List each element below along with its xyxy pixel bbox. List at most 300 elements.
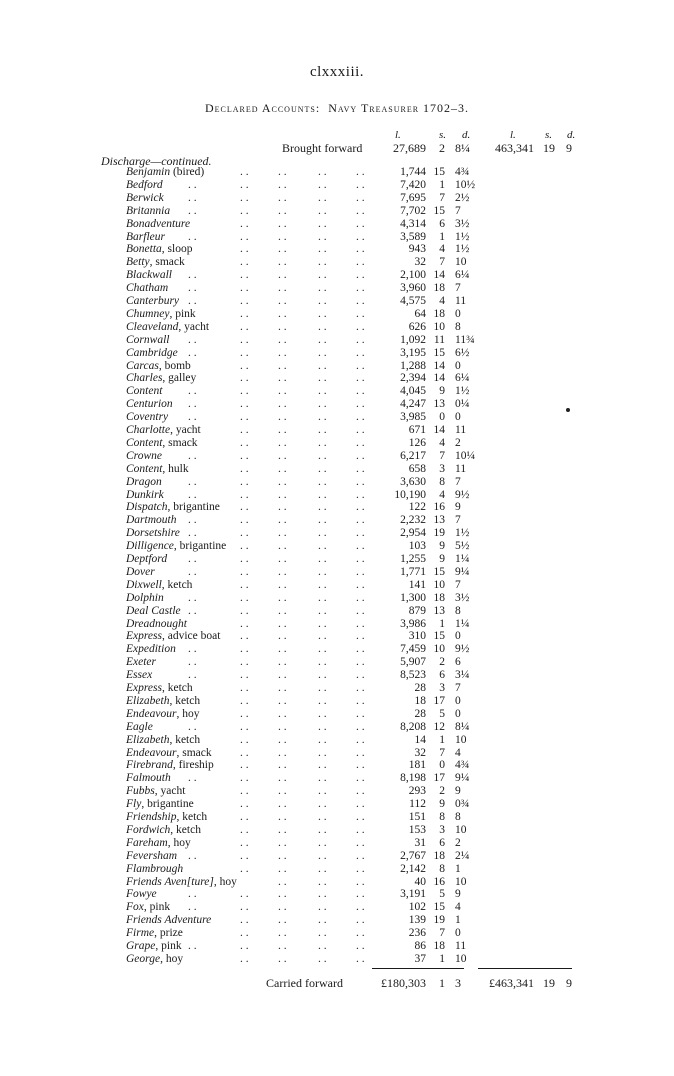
ledger-row [0, 282, 674, 295]
leader-dots: . . [356, 256, 365, 269]
ledger-row [0, 166, 674, 179]
leader-dots: . . [240, 475, 249, 488]
leader-dots: . . [278, 449, 287, 462]
vessel-name-italic: Elizabeth [126, 694, 170, 707]
ledger-row [0, 256, 674, 269]
vessel-name [126, 437, 198, 450]
brought-forward-label: Brought forward [282, 141, 363, 155]
leader-dots: . . [278, 346, 287, 359]
leader-dots: . . [278, 759, 287, 772]
header-total-l: l. [510, 129, 516, 141]
vessel-name [126, 463, 189, 476]
vessel-name-italic: Grape [126, 940, 156, 952]
ledger-row [0, 721, 674, 734]
amount-s: 0 [439, 411, 445, 424]
amount-l: 943 [408, 243, 426, 256]
amount-l: 1,092 [400, 333, 426, 346]
total-rule [478, 968, 572, 969]
vessel-type: , ketch [169, 733, 201, 746]
leader-dots: . . [318, 656, 327, 669]
ledger-row [0, 824, 674, 837]
leader-dots: . . [318, 540, 327, 553]
leader-dots: . . [356, 191, 365, 204]
amount-d: 4¾ [455, 166, 470, 178]
section-heading: Discharge—continued. [101, 154, 212, 168]
leader-dots: . . [356, 888, 365, 901]
amount-l: 102 [408, 901, 426, 914]
ledger-row [0, 785, 674, 798]
ledger-row [0, 643, 674, 656]
leader-dots: . . [356, 849, 365, 862]
amount-l: 5,907 [400, 656, 426, 669]
amount-s: 0 [439, 759, 445, 772]
ledger-row [0, 385, 674, 398]
amount-d: 1½ [455, 243, 470, 256]
amount-s: 15 [433, 565, 445, 578]
leader-dots: . . [278, 243, 287, 256]
vessel-name-italic: Content [126, 436, 163, 449]
amount-s: 2 [439, 785, 445, 798]
ledger-row [0, 463, 674, 476]
vessel-type: , brigantine [141, 798, 194, 811]
leader-dots: . . [240, 798, 249, 811]
vessel-type: , hulk [162, 462, 189, 475]
ink-spot [566, 408, 570, 412]
vessel-name-italic: Bedford [126, 178, 163, 191]
amount-l: 879 [408, 604, 426, 617]
amount-d: 11 [455, 940, 467, 952]
ledger-row [0, 231, 674, 244]
leader-dots: . . [356, 733, 365, 746]
amount-d: 9½ [455, 643, 470, 656]
vessel-type: , sloop [161, 243, 193, 256]
leader-dots: . . [356, 952, 365, 965]
amount-l: 2,142 [400, 862, 426, 875]
leader-dots: . . [278, 940, 287, 952]
leader-dots: . . [356, 630, 365, 643]
ledger-row [0, 476, 674, 489]
leader-dots: . . [318, 475, 327, 488]
amount-s: 7 [439, 746, 445, 759]
amount-d: 8 [455, 811, 461, 823]
amount-s: 18 [433, 849, 445, 862]
leader-dots: . . [278, 591, 287, 604]
leader-dots: . . [188, 411, 197, 424]
leader-dots: . . [278, 862, 287, 875]
amount-l: 18 [414, 694, 426, 707]
vessel-name-italic: Berwick [126, 191, 164, 204]
leader-dots: . . [356, 669, 365, 682]
title-part-1: Declared Accounts [204, 101, 316, 115]
leader-dots: . . [318, 940, 327, 952]
leader-dots: . . [240, 836, 249, 849]
leader-dots: . . [278, 630, 287, 643]
leader-dots: . . [240, 849, 249, 862]
leader-dots: . . [240, 217, 249, 230]
amount-s: 5 [439, 888, 445, 901]
amount-l: 2,100 [400, 269, 426, 282]
leader-dots: . . [356, 694, 365, 707]
header-l: l. [395, 129, 401, 141]
amount-d: 10½ [455, 178, 476, 191]
leader-dots: . . [318, 514, 327, 527]
leader-dots: . . [278, 178, 287, 191]
leader-dots: . . [278, 475, 287, 488]
leader-dots: . . [188, 940, 197, 952]
leader-dots: . . [318, 307, 327, 320]
amount-d: 4¾ [455, 759, 470, 772]
amount-d: 6½ [455, 346, 470, 359]
leader-dots: . . [318, 720, 327, 733]
ledger-row [0, 579, 674, 592]
amount-l: 626 [408, 320, 426, 333]
vessel-name-italic: Falmouth [126, 772, 171, 785]
amount-d: 10 [455, 952, 467, 965]
vessel-name-italic: Firebrand [126, 759, 173, 772]
leader-dots: . . [356, 540, 365, 553]
amount-d: 6¼ [455, 269, 470, 282]
ledger-row [0, 321, 674, 334]
ledger-row [0, 424, 674, 437]
amount-s: 8 [439, 862, 445, 875]
amount-l: 2,767 [400, 849, 426, 862]
amount-d: 1½ [455, 230, 470, 243]
amount-s: 5 [439, 707, 445, 720]
vessel-type: , ketch [169, 694, 201, 707]
vessel-name [126, 372, 196, 385]
amount-s: 6 [439, 836, 445, 849]
leader-dots: . . [278, 707, 287, 720]
ledger-row [0, 901, 674, 914]
amount-s: 14 [433, 359, 445, 372]
leader-dots: . . [278, 204, 287, 217]
leader-dots: . . [318, 333, 327, 346]
vessel-type: , fireship [172, 759, 214, 772]
leader-dots: . . [318, 862, 327, 875]
leader-dots: . . [356, 514, 365, 527]
vessel-name [126, 682, 193, 695]
amount-l: 122 [408, 501, 426, 514]
amount-l: 1,255 [400, 553, 426, 565]
leader-dots: . . [240, 952, 249, 965]
leader-dots: . . [240, 256, 249, 269]
leader-dots: . . [188, 720, 197, 733]
leader-dots: . . [278, 295, 287, 307]
vessel-name [126, 166, 204, 179]
leader-dots: . . [318, 733, 327, 746]
vessel-name-italic: Crowne [126, 449, 162, 462]
amount-d: 10 [455, 256, 467, 269]
vessel-type: , hoy [176, 707, 200, 720]
leader-dots: . . [318, 798, 327, 811]
carried-forward-total-s: 19 [543, 976, 555, 990]
amount-d: 3¼ [455, 669, 470, 682]
vessel-type: , ketch [170, 823, 201, 836]
amount-l: 4,247 [400, 398, 426, 411]
leader-dots: . . [240, 320, 249, 333]
amount-s: 15 [433, 166, 445, 178]
amount-s: 10 [433, 643, 445, 656]
leader-dots: . . [240, 565, 249, 578]
vessel-type: (bired) [170, 166, 205, 178]
leader-dots: . . [318, 707, 327, 720]
leader-dots: . . [278, 398, 287, 411]
leader-dots: . . [356, 333, 365, 346]
amount-d: 4 [455, 901, 461, 914]
leader-dots: . . [278, 785, 287, 798]
leader-dots: . . [356, 436, 365, 449]
ledger-row [0, 747, 674, 760]
leader-dots: . . [240, 436, 249, 449]
leader-dots: . . [356, 282, 365, 295]
amount-l: 181 [408, 759, 426, 772]
leader-dots: . . [188, 591, 197, 604]
leader-dots: . . [188, 385, 197, 398]
amount-d: 0 [455, 694, 461, 707]
amount-l: 658 [408, 462, 426, 475]
amount-l: 3,630 [400, 475, 426, 488]
ledger-row [0, 553, 674, 566]
vessel-name-italic: Benjamin [126, 166, 171, 178]
vessel-type: , brigantine [173, 540, 227, 553]
amount-d: 1 [455, 862, 461, 875]
vessel-name [126, 256, 185, 269]
amount-d: 1½ [455, 527, 470, 540]
amount-l: 10,190 [394, 488, 426, 501]
vessel-name-italic: Charles [126, 372, 163, 385]
amount-s: 17 [433, 772, 445, 785]
vessel-name-italic: Canterbury [126, 295, 180, 307]
ledger-row [0, 772, 674, 785]
page-number: clxxxiii. [309, 64, 365, 80]
amount-l: 139 [408, 914, 426, 927]
leader-dots: . . [318, 591, 327, 604]
vessel-name-italic: George [126, 952, 161, 965]
leader-dots: . . [356, 527, 365, 540]
ledger-row [0, 630, 674, 643]
ledger-row [0, 179, 674, 192]
vessel-name-italic: Dartmouth [126, 514, 177, 527]
vessel-name-italic: Friendship [126, 811, 177, 823]
vessel-name-italic: Endeavour [126, 746, 177, 759]
vessel-name [126, 553, 167, 566]
amount-l: 8,208 [400, 720, 426, 733]
leader-dots: . . [240, 862, 249, 875]
ledger-row [0, 489, 674, 502]
amount-d: 2½ [455, 191, 470, 204]
leader-dots: . . [356, 553, 365, 565]
ledger-row [0, 837, 674, 850]
leader-dots: . . [240, 333, 249, 346]
amount-l: 40 [414, 875, 426, 888]
title-separator: : [315, 101, 321, 115]
vessel-name-italic: Dorsetshire [126, 527, 180, 540]
leader-dots: . . [318, 256, 327, 269]
brought-forward-total-d: 9 [566, 141, 572, 155]
ledger-row [0, 618, 674, 631]
vessel-name-italic: Feversham [126, 849, 178, 862]
amount-l: 4,314 [400, 217, 426, 230]
vessel-name-italic: Friends Aven[ture] [126, 875, 214, 888]
leader-dots: . . [356, 166, 365, 178]
vessel-name-italic: Deptford [126, 553, 168, 565]
vessel-type: , hoy [213, 875, 237, 888]
leader-dots: . . [356, 217, 365, 230]
amount-s: 16 [433, 875, 445, 888]
ledger-row [0, 850, 674, 863]
ledger-row [0, 605, 674, 618]
leader-dots: . . [240, 823, 249, 836]
leader-dots: . . [356, 656, 365, 669]
vessel-type: , pink [169, 307, 196, 320]
leader-dots: . . [278, 617, 287, 630]
amount-s: 8 [439, 811, 445, 823]
leader-dots: . . [356, 385, 365, 398]
amount-s: 9 [439, 540, 445, 553]
vessel-name [126, 179, 163, 192]
amount-l: 28 [414, 707, 426, 720]
amount-l: 32 [414, 746, 426, 759]
amount-s: 1 [439, 178, 445, 191]
leader-dots: . . [188, 398, 197, 411]
amount-s: 15 [433, 204, 445, 217]
amount-l: 64 [414, 307, 426, 320]
vessel-name [126, 334, 169, 347]
amount-l: 3,986 [400, 617, 426, 630]
leader-dots: . . [240, 578, 249, 591]
amount-s: 7 [439, 191, 445, 204]
amount-s: 9 [439, 798, 445, 811]
leader-dots: . . [318, 927, 327, 940]
leader-dots: . . [240, 540, 249, 553]
amount-d: 11¾ [455, 333, 475, 346]
ledger-row [0, 863, 674, 876]
amount-s: 8 [439, 475, 445, 488]
vessel-name-italic: Fordwich [126, 823, 171, 836]
vessel-name [126, 811, 207, 824]
amount-l: 3,985 [400, 411, 426, 424]
vessel-name-italic: Fareham [126, 836, 168, 849]
amount-l: 32 [414, 256, 426, 269]
leader-dots: . . [240, 604, 249, 617]
vessel-name [126, 669, 152, 682]
amount-d: 5½ [455, 540, 470, 553]
vessel-name-italic: Barfleur [126, 230, 165, 243]
ledger-row [0, 708, 674, 721]
vessel-name [126, 295, 179, 308]
vessel-name-italic: Firme [126, 927, 155, 940]
leader-dots: . . [240, 591, 249, 604]
vessel-name [126, 476, 162, 489]
leader-dots: . . [318, 411, 327, 424]
vessel-type: , yacht [154, 785, 186, 798]
leader-dots: . . [318, 385, 327, 398]
leader-dots: . . [188, 475, 197, 488]
vessel-name-italic: Eagle [126, 720, 153, 733]
leader-dots: . . [240, 914, 249, 927]
ledger-row [0, 308, 674, 321]
leader-dots: . . [318, 230, 327, 243]
leader-dots: . . [240, 927, 249, 940]
vessel-type: , prize [154, 927, 183, 940]
leader-dots: . . [356, 269, 365, 282]
ledger-row [0, 682, 674, 695]
leader-dots: . . [188, 849, 197, 862]
leader-dots: . . [278, 746, 287, 759]
leader-dots: . . [240, 269, 249, 282]
amount-l: 31 [414, 836, 426, 849]
leader-dots: . . [278, 798, 287, 811]
leader-dots: . . [240, 720, 249, 733]
amount-d: 1 [455, 914, 461, 927]
vessel-name [126, 876, 237, 889]
ledger-row [0, 295, 674, 308]
leader-dots: . . [356, 230, 365, 243]
leader-dots: . . [278, 901, 287, 914]
vessel-name-italic: Dreadnought [126, 617, 187, 630]
vessel-name-italic: Content [126, 385, 163, 398]
ledger-row [0, 192, 674, 205]
amount-d: 10 [455, 875, 467, 888]
amount-d: 7 [455, 514, 461, 527]
leader-dots: . . [318, 617, 327, 630]
vessel-type: , hoy [160, 952, 184, 965]
leader-dots: . . [188, 204, 197, 217]
header-s: s. [439, 129, 447, 141]
ledger-row [0, 372, 674, 385]
vessel-type: , smack [162, 436, 198, 449]
amount-d: 9¼ [455, 565, 470, 578]
leader-dots: . . [240, 178, 249, 191]
amount-l: 671 [408, 424, 426, 436]
amount-s: 18 [433, 282, 445, 295]
vessel-type: , yacht [170, 424, 201, 436]
amount-s: 19 [433, 527, 445, 540]
vessel-type: , ketch [161, 682, 193, 694]
leader-dots: . . [356, 862, 365, 875]
vessel-name [126, 914, 211, 927]
amount-s: 14 [433, 372, 445, 385]
leader-dots: . . [278, 656, 287, 669]
leader-dots: . . [318, 565, 327, 578]
amount-d: 9¼ [455, 772, 470, 785]
vessel-name [126, 514, 176, 527]
leader-dots: . . [188, 565, 197, 578]
leader-dots: . . [240, 746, 249, 759]
vessel-name-italic: Carcas [126, 359, 159, 372]
leader-dots: . . [318, 424, 327, 436]
leader-dots: . . [356, 875, 365, 888]
vessel-name [126, 192, 164, 205]
vessel-name-italic: Express [126, 682, 162, 694]
ledger-row [0, 656, 674, 669]
vessel-name [126, 721, 153, 734]
vessel-name [126, 824, 201, 837]
vessel-name-italic: Flambrough [126, 862, 184, 875]
carried-forward-l: £180,303 [381, 976, 426, 990]
amount-s: 14 [433, 269, 445, 282]
vessel-name [126, 940, 182, 953]
amount-l: 2,232 [400, 514, 426, 527]
amount-s: 7 [439, 927, 445, 940]
ledger-row [0, 398, 674, 411]
ledger-row [0, 669, 674, 682]
amount-l: 3,195 [400, 346, 426, 359]
amount-l: 151 [408, 811, 426, 823]
leader-dots: . . [278, 720, 287, 733]
leader-dots: . . [356, 307, 365, 320]
leader-dots: . . [188, 295, 197, 307]
